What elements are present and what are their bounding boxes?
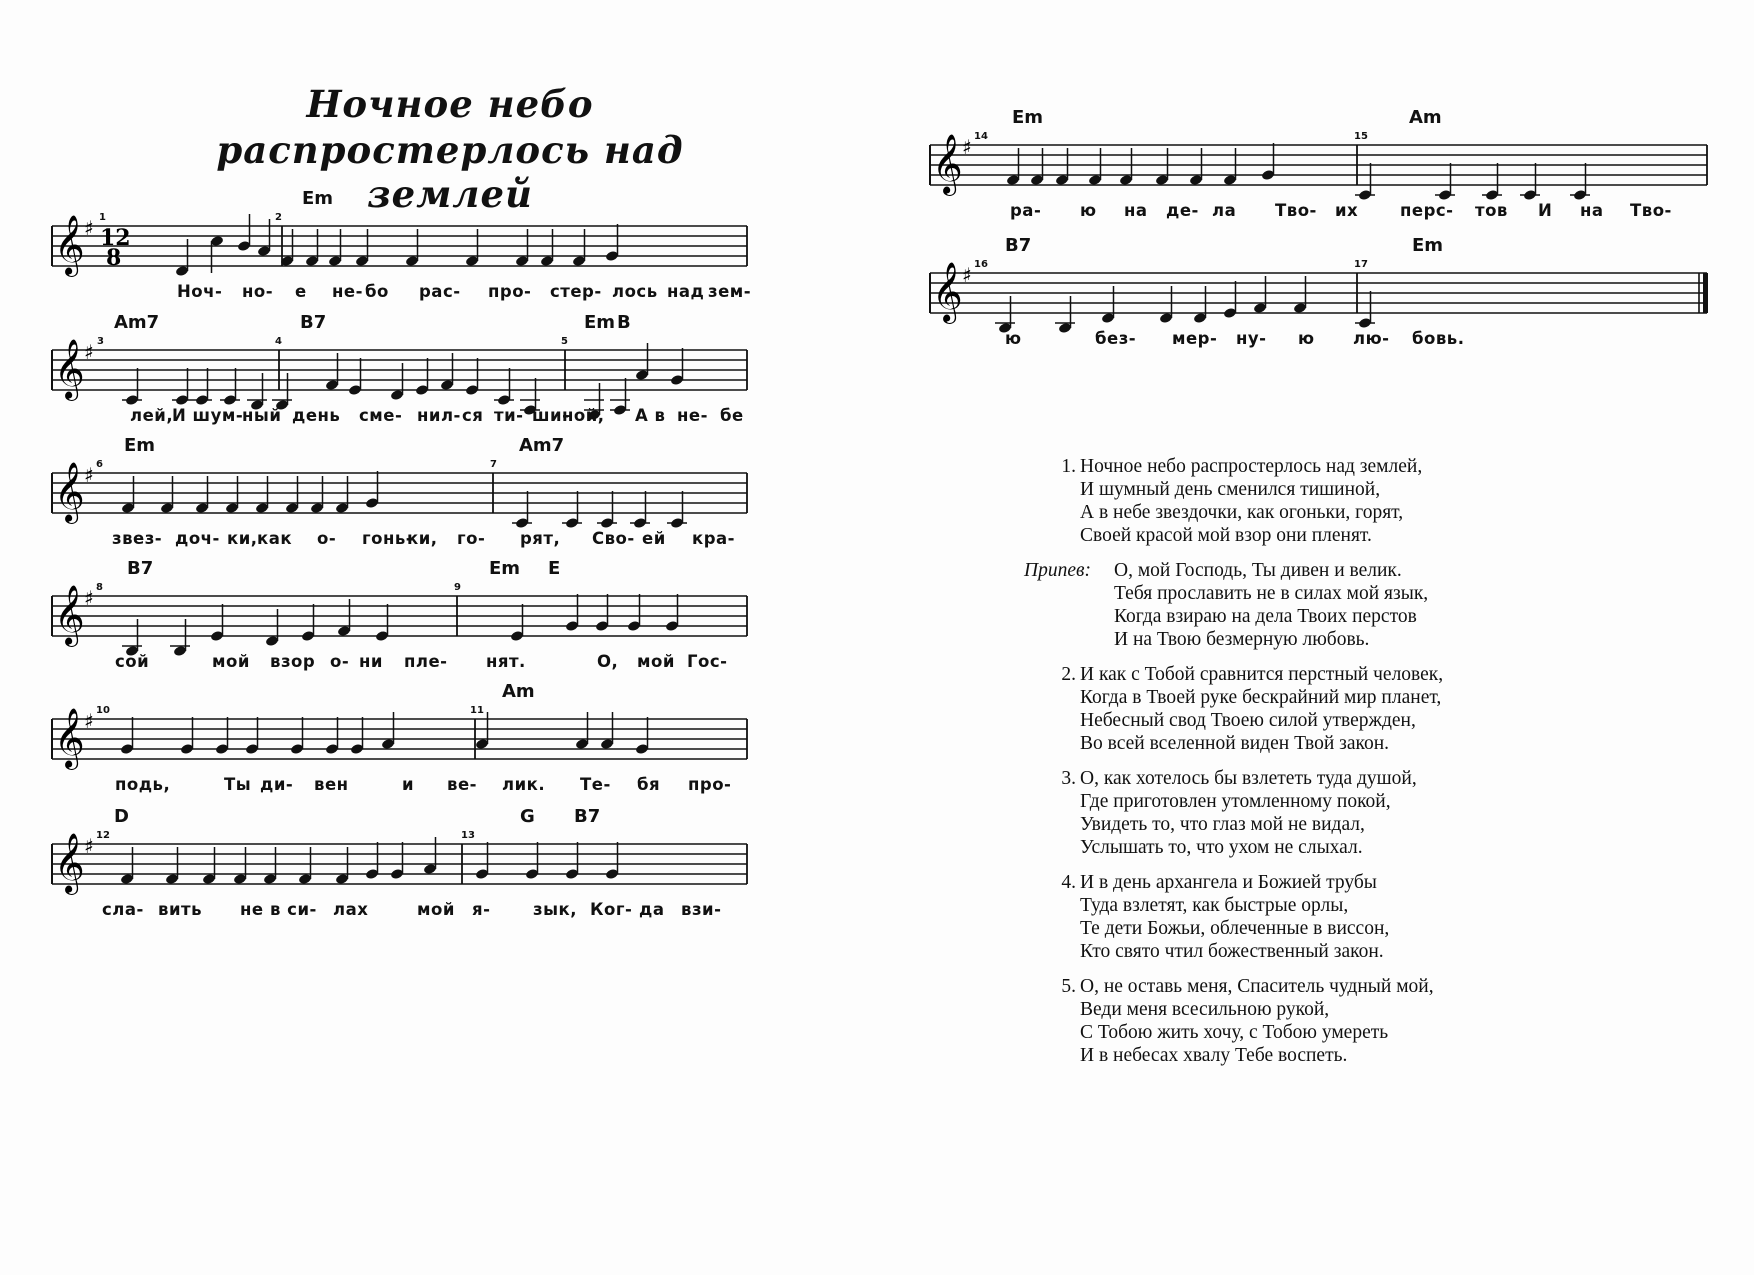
- verse-line: О, не оставь меня, Спаситель чудный мой,: [1080, 976, 1434, 997]
- chord-symbol: B: [617, 312, 631, 333]
- lyric-syllable: ной,: [562, 406, 605, 425]
- lyric-syllable: гонь-: [362, 529, 414, 548]
- music-system-2: [52, 310, 747, 450]
- lyric-syllable: мой: [212, 652, 250, 671]
- lyric-syllable: бе: [720, 406, 744, 425]
- measure-number: 10: [96, 705, 110, 716]
- measure-number: 8: [96, 582, 103, 593]
- verse-line: Где приготовлен утомленному покой,: [1080, 791, 1391, 812]
- lyric-syllable: ки,: [227, 529, 258, 548]
- lyric-syllable: ши-: [532, 406, 570, 425]
- note-icon: [337, 599, 351, 637]
- measure-number: 2: [275, 212, 282, 223]
- note-icon: [1223, 281, 1237, 319]
- lyric-syllable: мер-: [1172, 329, 1218, 348]
- measure-number: 4: [275, 336, 282, 347]
- note-icon: [265, 609, 279, 647]
- lyric-syllable: ей: [642, 529, 666, 548]
- chord-symbol: Am: [502, 681, 535, 702]
- lyric-syllable: кра-: [692, 529, 735, 548]
- note-icon: [1159, 286, 1173, 324]
- music-system-8: [930, 233, 1707, 373]
- music-system-6: [52, 804, 747, 944]
- lyric-syllable: ю: [1005, 329, 1022, 348]
- chord-symbol: Am: [1409, 107, 1442, 128]
- chord-symbol: B7: [300, 312, 327, 333]
- note-icon: [1435, 163, 1455, 201]
- note-icon: [1155, 148, 1169, 186]
- note-icon: [1006, 148, 1020, 186]
- lyric-syllable: Ноч-: [177, 282, 223, 301]
- chord-symbol: E: [548, 558, 561, 579]
- music-system-4: [52, 556, 747, 696]
- note-icon: [195, 476, 209, 514]
- measure-number: 9: [454, 582, 461, 593]
- lyric-syllable: сой: [115, 652, 150, 671]
- lyric-syllable: бо: [365, 282, 389, 301]
- lyric-syllable: на: [1580, 201, 1604, 220]
- chorus-stanza: [1024, 559, 1443, 651]
- lyric-syllable: де-: [1166, 201, 1199, 220]
- note-icon: [170, 619, 190, 657]
- note-icon: [335, 476, 349, 514]
- lyric-syllable: Те-: [580, 775, 611, 794]
- key-sharp-icon: ♯: [84, 709, 94, 733]
- note-icon: [562, 491, 582, 529]
- music-system-5: [52, 679, 747, 819]
- note-icon: [475, 842, 489, 880]
- lyric-syllable: бовь.: [1412, 329, 1465, 348]
- note-icon: [1293, 276, 1307, 314]
- measure-number: 14: [974, 131, 988, 142]
- lyric-syllable: ю: [1080, 201, 1097, 220]
- lyric-syllable: но-: [242, 282, 274, 301]
- key-sharp-icon: ♯: [84, 834, 94, 858]
- verse-stanza: [1061, 663, 1444, 755]
- chord-symbol: B7: [127, 558, 154, 579]
- note-icon: [600, 712, 614, 750]
- note-icon: [465, 358, 479, 396]
- treble-clef-icon: 𝄞: [932, 134, 963, 194]
- lyric-syllable: бя: [637, 775, 661, 794]
- note-icon: [215, 717, 229, 755]
- measure-number: 16: [974, 259, 988, 270]
- verse-line: Туда взлетят, как быстрые орлы,: [1080, 895, 1349, 916]
- note-icon: [475, 712, 489, 750]
- verse-line: И на Твою безмерную любовь.: [1114, 629, 1370, 650]
- lyric-syllable: ти-: [494, 406, 524, 425]
- note-icon: [572, 229, 586, 267]
- note-icon: [325, 717, 339, 755]
- lyric-syllable: взор: [270, 652, 316, 671]
- chord-symbol: Em: [124, 435, 156, 456]
- lyric-syllable: доч-: [175, 529, 220, 548]
- measure-number: 7: [490, 459, 497, 470]
- note-icon: [1189, 148, 1203, 186]
- lyric-syllable: рас-: [419, 282, 461, 301]
- lyric-syllable: тов: [1475, 201, 1508, 220]
- lyric-syllable: ный: [242, 406, 282, 425]
- verse-line: С Тобою жить хочу, с Тобою умереть: [1080, 1022, 1389, 1043]
- staff-svg: [52, 556, 757, 696]
- lyric-syllable: не-: [677, 406, 708, 425]
- chord-symbol: D: [114, 806, 129, 827]
- lyric-syllable: ве-: [447, 775, 477, 794]
- lyric-syllable: И: [1538, 201, 1553, 220]
- note-icon: [670, 348, 684, 386]
- note-icon: [375, 604, 389, 642]
- verse-number: 2.: [1061, 664, 1076, 685]
- verse-number: 4.: [1061, 872, 1076, 893]
- key-sharp-icon: ♯: [84, 586, 94, 610]
- lyric-syllable: про-: [688, 775, 732, 794]
- lyric-syllable: лик.: [502, 775, 546, 794]
- lyric-syllable: го-: [457, 529, 486, 548]
- note-icon: [202, 847, 216, 885]
- note-icon: [255, 476, 269, 514]
- measure-number: 6: [96, 459, 103, 470]
- note-icon: [298, 847, 312, 885]
- verse-line: О, мой Господь, Ты дивен и велик.: [1114, 560, 1402, 581]
- verses-text: [1024, 455, 1444, 1079]
- lyric-syllable: лей,: [130, 406, 174, 425]
- measure-number: 12: [96, 830, 110, 841]
- lyric-syllable: без-: [1095, 329, 1137, 348]
- lyric-syllable: их: [1335, 201, 1359, 220]
- measure-number: 15: [1354, 131, 1368, 142]
- note-icon: [350, 717, 364, 755]
- key-sharp-icon: ♯: [84, 216, 94, 240]
- lyric-syllable: и: [402, 775, 415, 794]
- note-icon: [290, 717, 304, 755]
- lyric-syllable: про-: [488, 282, 532, 301]
- treble-clef-icon: 𝄞: [54, 585, 85, 645]
- note-icon: [122, 368, 142, 406]
- note-icon: [1570, 163, 1590, 201]
- lyric-syllable: на: [1124, 201, 1148, 220]
- measure-number: 5: [561, 336, 568, 347]
- note-icon: [390, 363, 404, 401]
- note-icon: [192, 368, 212, 406]
- lyric-syllable: А в: [635, 406, 666, 425]
- lyric-syllable: как: [257, 529, 293, 548]
- treble-clef-icon: 𝄞: [54, 215, 85, 275]
- time-signature-bottom: 8: [106, 245, 122, 271]
- staff-svg: [52, 186, 757, 326]
- key-sharp-icon: ♯: [84, 340, 94, 364]
- lyric-syllable: взи-: [681, 900, 722, 919]
- final-barline-thick: [1703, 273, 1708, 313]
- measure-number: 13: [461, 830, 475, 841]
- note-icon: [325, 353, 339, 391]
- verse-number: 5.: [1061, 976, 1076, 997]
- note-icon: [305, 229, 319, 267]
- chord-symbol: Em: [1412, 235, 1444, 256]
- chord-symbol: G: [520, 806, 535, 827]
- note-icon: [310, 476, 324, 514]
- lyric-syllable: день: [292, 406, 341, 425]
- note-icon: [465, 229, 479, 267]
- note-icon: [335, 847, 349, 885]
- note-icon: [365, 842, 379, 880]
- note-icon: [630, 491, 650, 529]
- note-icon: [515, 229, 529, 267]
- staff-svg: [52, 433, 757, 573]
- lyric-syllable: не: [240, 900, 264, 919]
- lyric-syllable: вить: [158, 900, 202, 919]
- verse-line: О, как хотелось бы взлететь туда душой,: [1080, 768, 1417, 789]
- note-icon: [381, 712, 395, 750]
- note-icon: [540, 229, 554, 267]
- lyric-syllable: зем-: [708, 282, 752, 301]
- note-icon: [605, 842, 619, 880]
- verse-line: Ночное небо распростерлось над землей,: [1080, 456, 1423, 477]
- lyric-syllable: ю: [1298, 329, 1315, 348]
- note-icon: [512, 491, 532, 529]
- note-icon: [348, 358, 362, 396]
- lyric-syllable: сме-: [359, 406, 403, 425]
- chord-symbol: Em: [584, 312, 616, 333]
- note-icon: [1119, 148, 1133, 186]
- chord-symbol: B7: [1005, 235, 1032, 256]
- key-sharp-icon: ♯: [84, 463, 94, 487]
- song-title-line-2: распростерлось над землей: [216, 128, 684, 216]
- lyric-syllable: звез-: [112, 529, 163, 548]
- note-icon: [237, 214, 251, 252]
- note-icon: [1055, 296, 1075, 334]
- chord-symbol: Em: [1012, 107, 1044, 128]
- note-icon: [263, 847, 277, 885]
- note-icon: [175, 239, 189, 277]
- note-icon: [635, 717, 649, 755]
- note-icon: [165, 847, 179, 885]
- note-icon: [595, 594, 609, 632]
- lyric-syllable: вен: [314, 775, 349, 794]
- note-icon: [180, 717, 194, 755]
- lyric-syllable: ся: [462, 406, 484, 425]
- note-icon: [1223, 148, 1237, 186]
- lyric-syllable: ра-: [1010, 201, 1042, 220]
- verse-line: Тебя прославить не в силах мой язык,: [1114, 583, 1429, 604]
- note-icon: [423, 837, 437, 875]
- note-icon: [160, 476, 174, 514]
- verse-number: 1.: [1061, 456, 1076, 477]
- note-icon: [1482, 163, 1502, 201]
- note-icon: [665, 594, 679, 632]
- note-icon: [1355, 163, 1375, 201]
- note-icon: [301, 604, 315, 642]
- verse-stanza: [1061, 767, 1443, 859]
- verse-line: Увидеть то, что глаз мой не видал,: [1080, 814, 1365, 835]
- note-icon: [245, 717, 259, 755]
- note-icon: [390, 842, 404, 880]
- note-icon: [597, 491, 617, 529]
- chord-symbol: Em: [489, 558, 521, 579]
- note-icon: [635, 343, 649, 381]
- lyric-syllable: Сво-: [592, 529, 635, 548]
- verse-line: Когда в Твоей руке бескрайний мир планет,: [1080, 687, 1442, 708]
- note-icon: [565, 842, 579, 880]
- staff-svg: [930, 105, 1717, 245]
- note-icon: [605, 224, 619, 262]
- note-icon: [220, 368, 240, 406]
- verse-line: Когда взираю на дела Твоих перстов: [1114, 606, 1417, 627]
- lyric-syllable: Тво-: [1275, 201, 1317, 220]
- lyric-syllable: лю-: [1353, 329, 1390, 348]
- note-icon: [565, 594, 579, 632]
- lyric-syllable: о-: [317, 529, 337, 548]
- measure-number: 3: [97, 336, 104, 347]
- lyric-syllable: пле-: [404, 652, 448, 671]
- treble-clef-icon: 𝄞: [54, 339, 85, 399]
- note-icon: [121, 476, 135, 514]
- lyric-syllable: стер-: [550, 282, 602, 301]
- verse-line: Веди меня всесильною рукой,: [1080, 999, 1330, 1020]
- lyric-syllable: перс-: [1400, 201, 1454, 220]
- chorus-label: Припев:: [1024, 560, 1091, 581]
- lyric-syllable: сла-: [102, 900, 144, 919]
- lyric-syllable: зык,: [533, 900, 577, 919]
- note-icon: [1088, 148, 1102, 186]
- lyric-syllable: мой: [637, 652, 675, 671]
- chord-symbol: B7: [574, 806, 601, 827]
- note-icon: [627, 594, 641, 632]
- lyric-syllable: о-: [330, 652, 350, 671]
- verse-stanza: [1061, 871, 1443, 963]
- verse-stanza: [1061, 975, 1443, 1067]
- note-icon: [172, 368, 192, 406]
- lyric-syllable: Гос-: [687, 652, 728, 671]
- note-icon: [285, 476, 299, 514]
- note-icon: [667, 491, 687, 529]
- note-icon: [575, 712, 589, 750]
- verse-number: 3.: [1061, 768, 1076, 789]
- chord-symbol: Am7: [114, 312, 160, 333]
- treble-clef-icon: 𝄞: [54, 833, 85, 893]
- note-icon: [365, 471, 379, 509]
- lyric-syllable: нят.: [486, 652, 526, 671]
- note-icon: [1030, 148, 1044, 186]
- lyric-syllable: над: [667, 282, 705, 301]
- note-icon: [328, 229, 342, 267]
- lyric-syllable: мой: [417, 900, 455, 919]
- lyric-syllable: ла: [1212, 201, 1237, 220]
- note-icon: [355, 229, 369, 267]
- note-icon: [1101, 286, 1115, 324]
- verse-line: И как с Тобой сравнится перстный человек,: [1080, 664, 1444, 685]
- note-icon: [233, 847, 247, 885]
- staff-svg: [52, 804, 757, 944]
- note-icon: [1261, 143, 1275, 181]
- chord-symbol: Em: [302, 188, 334, 209]
- note-icon: [1253, 276, 1267, 314]
- note-icon: [440, 353, 454, 391]
- note-icon: [525, 842, 539, 880]
- music-system-3: [52, 433, 747, 573]
- verse-line: И в небесах хвалу Тебе воспеть.: [1080, 1045, 1348, 1066]
- measure-number: 11: [470, 705, 484, 716]
- treble-clef-icon: 𝄞: [54, 708, 85, 768]
- lyric-syllable: не-: [332, 282, 363, 301]
- music-system-1: [52, 186, 752, 326]
- time-signature-top: 12: [100, 225, 131, 251]
- lyric-syllable: е: [295, 282, 307, 301]
- lyric-syllable: Ког-: [590, 900, 633, 919]
- verse-line: Небесный свод Твоею силой утвержден,: [1080, 710, 1416, 731]
- verse-line: Те дети Божьи, облеченные в виссон,: [1080, 918, 1390, 939]
- song-title-line-1: Ночное небо: [306, 82, 594, 126]
- verse-line: Кто свято чтил божественный закон.: [1080, 941, 1384, 962]
- key-sharp-icon: ♯: [962, 263, 972, 287]
- key-sharp-icon: ♯: [962, 135, 972, 159]
- measure-number: 1: [99, 212, 106, 223]
- lyric-syllable: ди-: [260, 775, 294, 794]
- lyric-syllable: ну-: [1236, 329, 1267, 348]
- note-icon: [415, 358, 429, 396]
- note-icon: [210, 604, 224, 642]
- lyric-syllable: лось: [612, 282, 658, 301]
- note-icon: [494, 368, 514, 406]
- lyric-syllable: нил-: [417, 406, 461, 425]
- verse-stanza: [1061, 455, 1443, 547]
- verse-line: И в день архангела и Божией трубы: [1080, 872, 1377, 893]
- lyric-syllable: я-: [472, 900, 491, 919]
- lyric-syllable: подь,: [115, 775, 171, 794]
- staff-svg: [930, 233, 1717, 373]
- note-icon: [405, 229, 419, 267]
- verse-line: Во всей вселенной виден Твой закон.: [1080, 733, 1390, 754]
- note-icon: [120, 847, 134, 885]
- verse-line: Услышать то, что ухом не слыхал.: [1080, 837, 1363, 858]
- verse-line: И шумный день сменился тишиной,: [1080, 479, 1381, 500]
- lyric-syllable: в си-: [270, 900, 317, 919]
- treble-clef-icon: 𝄞: [932, 262, 963, 322]
- lyric-syllable: да: [639, 900, 665, 919]
- lyric-syllable: Тво-: [1630, 201, 1672, 220]
- note-icon: [1193, 286, 1207, 324]
- measure-number: 17: [1354, 259, 1368, 270]
- verse-line: А в небе звездочки, как огоньки, горят,: [1080, 502, 1404, 523]
- note-icon: [610, 378, 630, 416]
- music-system-7: [930, 105, 1707, 245]
- note-icon: [257, 219, 271, 257]
- treble-clef-icon: 𝄞: [54, 462, 85, 522]
- lyric-syllable: ки,: [407, 529, 438, 548]
- chord-symbol: Am7: [519, 435, 565, 456]
- lyric-syllable: О,: [597, 652, 619, 671]
- lyric-syllable: рят,: [520, 529, 561, 548]
- lyric-syllable: ни: [359, 652, 383, 671]
- lyric-syllable: лах: [333, 900, 369, 919]
- note-icon: [210, 235, 224, 273]
- note-icon: [510, 604, 524, 642]
- note-icon: [1355, 291, 1375, 329]
- staff-svg: [52, 679, 757, 819]
- note-icon: [120, 717, 134, 755]
- verse-line: Своей красой мой взор они пленят.: [1080, 525, 1372, 546]
- note-icon: [1055, 148, 1069, 186]
- lyric-syllable: И шум-: [172, 406, 244, 425]
- note-icon: [1520, 163, 1540, 201]
- lyric-syllable: Ты: [224, 775, 252, 794]
- note-icon: [225, 476, 239, 514]
